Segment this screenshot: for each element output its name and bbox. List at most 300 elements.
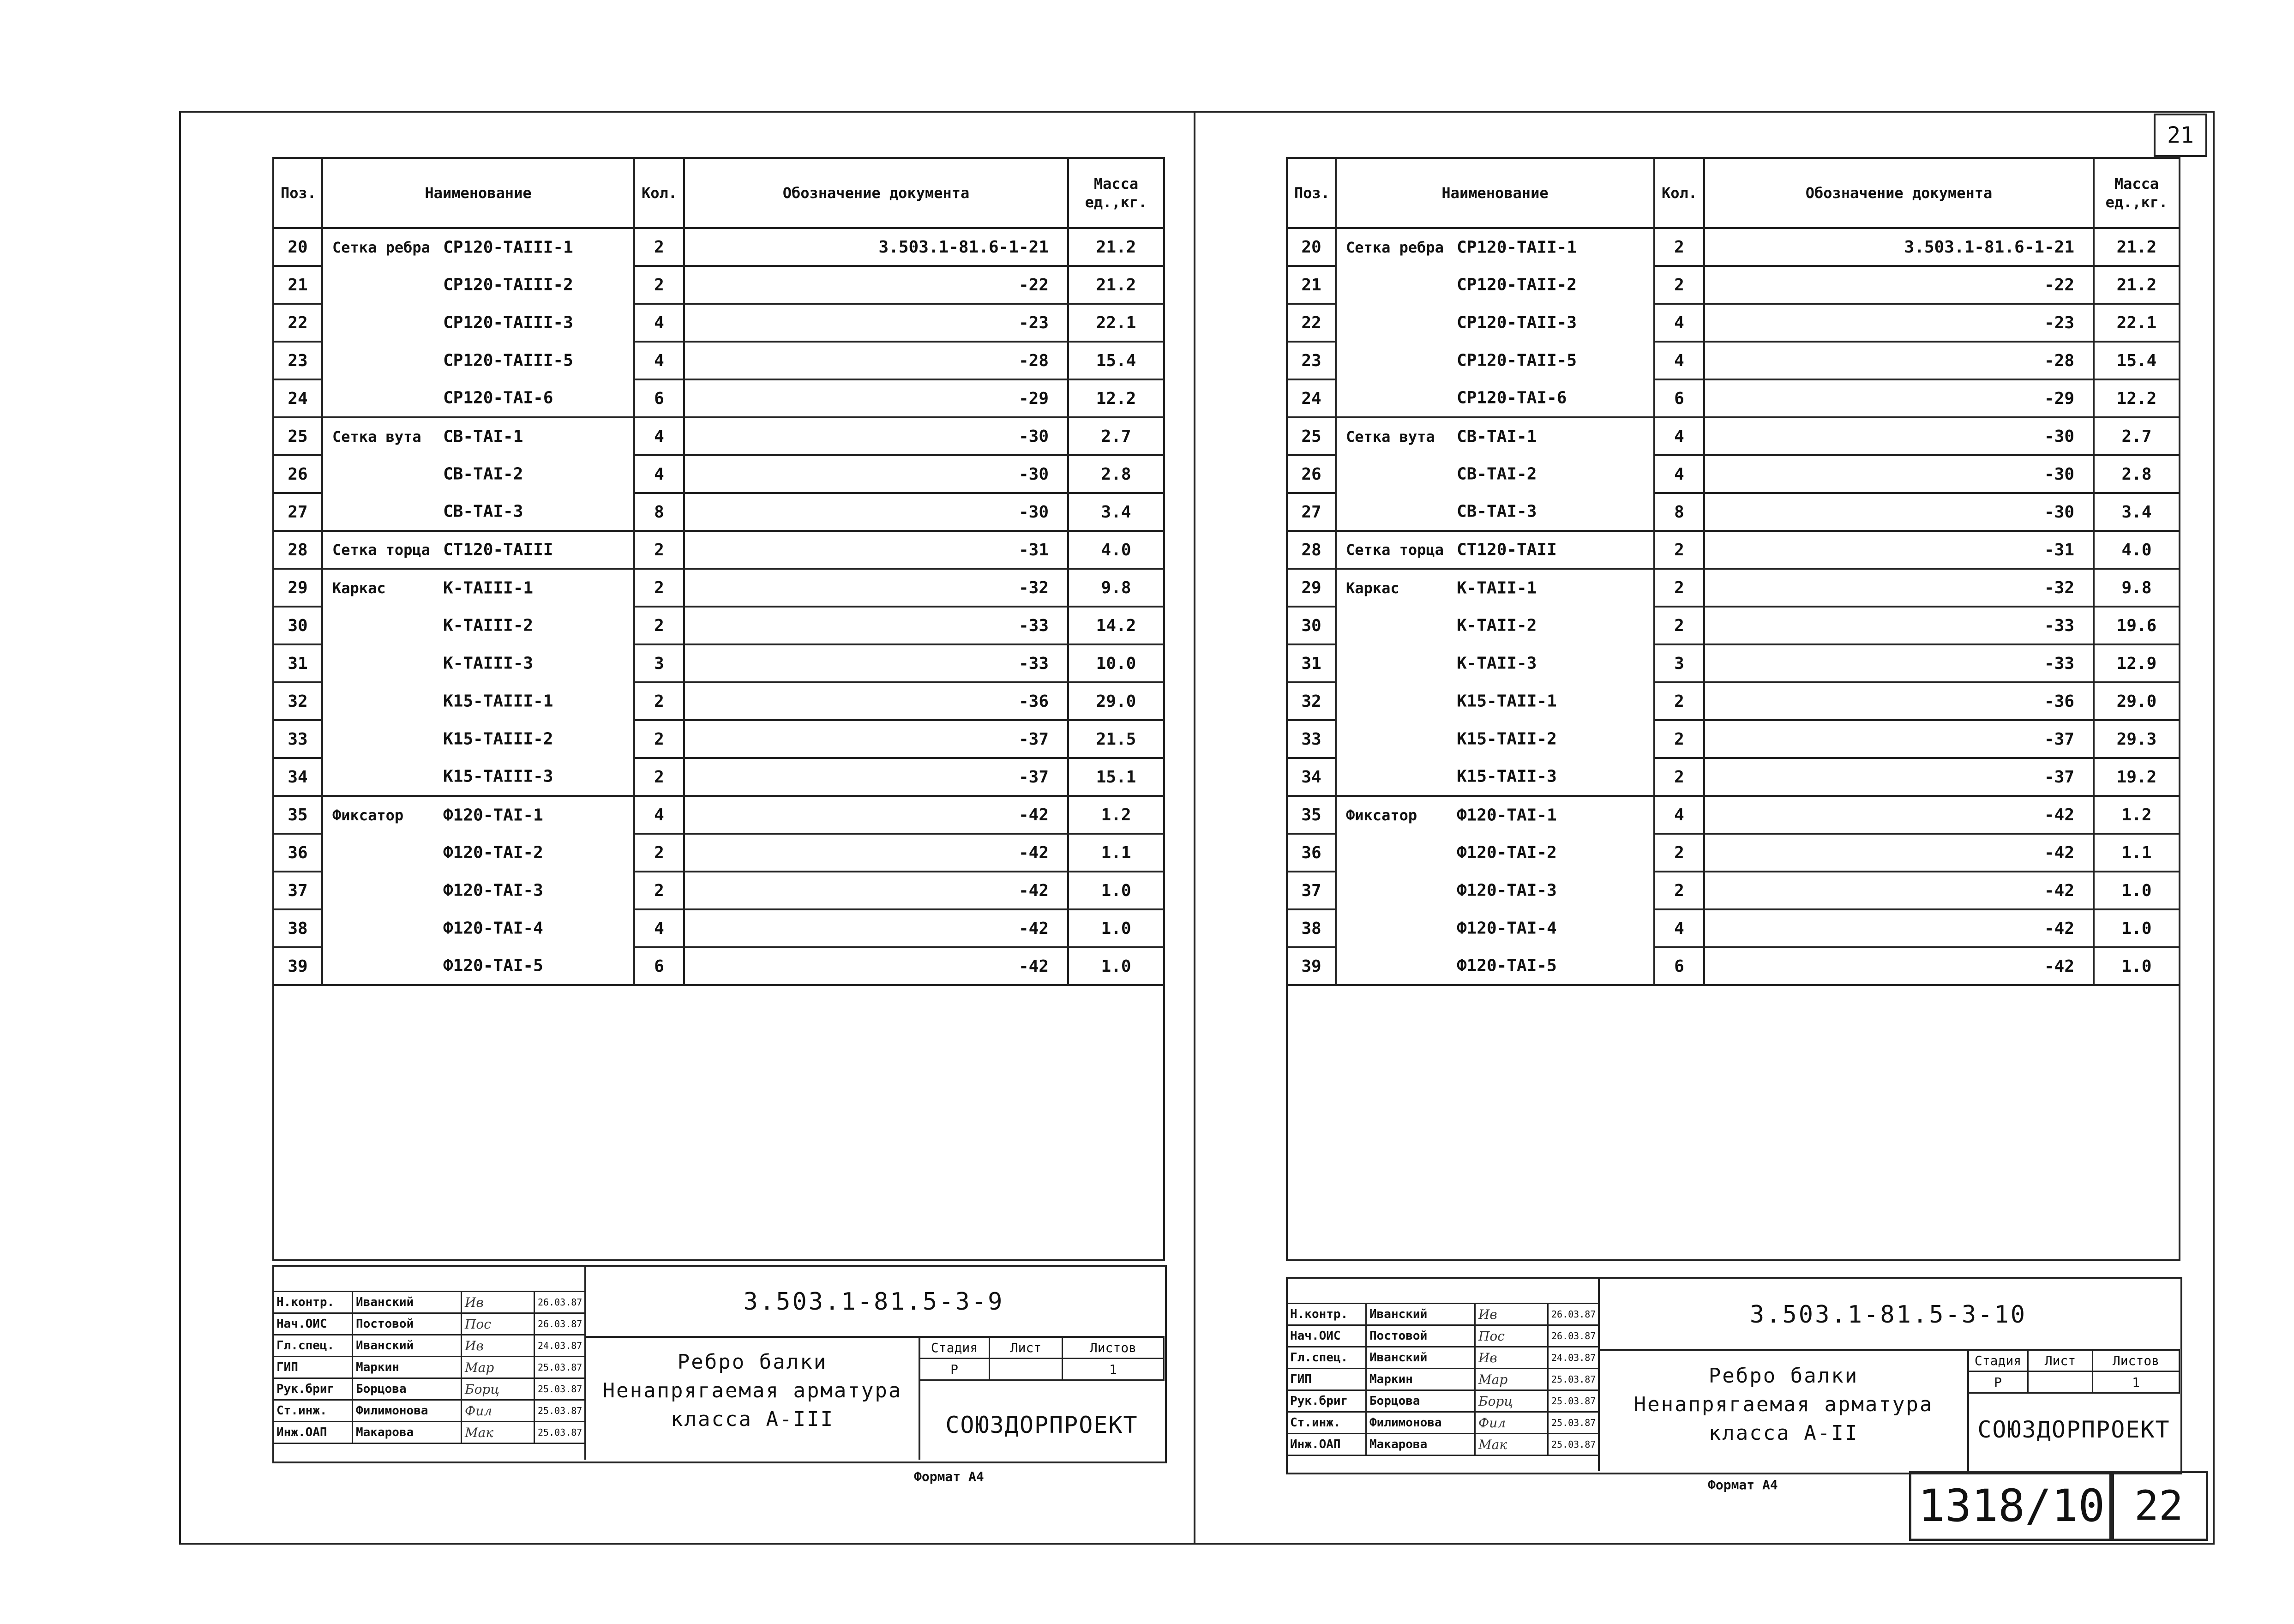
empty-cell xyxy=(634,985,684,1260)
empty-cell xyxy=(273,985,322,1260)
signature-role: ГИП xyxy=(1287,1369,1366,1390)
cell-pos: 35 xyxy=(1287,796,1336,834)
archive-page-stamp: 22 xyxy=(2109,1471,2208,1541)
cell-pos: 26 xyxy=(1287,455,1336,493)
item-mark: К15-ТАIII-2 xyxy=(443,729,553,749)
item-mark: Ф120-ТАI-3 xyxy=(1457,881,1557,900)
item-mark: СР120-ТАI-6 xyxy=(443,388,553,408)
cell-qty: 6 xyxy=(1654,379,1704,417)
cell-qty: 2 xyxy=(1654,720,1704,758)
table-row xyxy=(1287,342,2180,379)
signature-mark: Ив xyxy=(1475,1304,1548,1325)
item-label: Сетка ребра xyxy=(1346,239,1444,256)
cell-mass: 1.0 xyxy=(1068,909,1164,947)
cell-qty: 6 xyxy=(1654,947,1704,985)
cell-pos: 25 xyxy=(273,417,322,455)
left-title xyxy=(586,1348,919,1434)
cell-name xyxy=(1336,266,1654,304)
table-row xyxy=(273,531,1164,569)
item-label: Сетка ребра xyxy=(332,239,430,256)
cell-qty: 2 xyxy=(634,607,684,644)
cell-doc: 3.503.1-81.6-1-21 xyxy=(1704,228,2094,266)
signature-row xyxy=(1287,1325,1599,1347)
cell-qty: 4 xyxy=(1654,304,1704,342)
signature-name: Иванский xyxy=(1366,1347,1475,1369)
right-signature-table xyxy=(1286,1303,1599,1456)
signature-name: Иванский xyxy=(353,1335,462,1357)
item-mark: К-ТАII-2 xyxy=(1457,616,1537,635)
cell-qty: 2 xyxy=(634,758,684,796)
cell-doc: -32 xyxy=(1704,569,2094,607)
item-mark: СВ-ТАI-3 xyxy=(1457,502,1537,521)
table-row xyxy=(273,834,1164,872)
cell-mass: 21.2 xyxy=(1068,266,1164,304)
table-row xyxy=(273,947,1164,985)
item-mark: СР120-ТАII-2 xyxy=(1457,275,1577,295)
cell-mass: 22.1 xyxy=(1068,304,1164,342)
cell-name xyxy=(1336,644,1654,682)
item-mark: К15-ТАIII-3 xyxy=(443,767,553,786)
right-title xyxy=(1600,1362,1967,1448)
cell-pos: 34 xyxy=(1287,758,1336,796)
table-row xyxy=(273,644,1164,682)
table-row xyxy=(273,455,1164,493)
cell-pos: 21 xyxy=(1287,266,1336,304)
cell-pos: 21 xyxy=(273,266,322,304)
signature-mark: Фил xyxy=(1475,1412,1548,1434)
signature-mark: Борц xyxy=(462,1378,534,1400)
cell-mass: 2.8 xyxy=(2094,455,2180,493)
cell-pos: 27 xyxy=(1287,493,1336,531)
cell-qty: 3 xyxy=(1654,644,1704,682)
table-row xyxy=(1287,266,2180,304)
cell-qty: 2 xyxy=(1654,758,1704,796)
cell-pos: 39 xyxy=(1287,947,1336,985)
header-name: Наименование xyxy=(1336,158,1654,228)
table-row xyxy=(1287,379,2180,417)
item-mark: СР120-ТАIII-5 xyxy=(443,351,573,370)
cell-mass: 19.2 xyxy=(2094,758,2180,796)
cell-mass: 19.6 xyxy=(2094,607,2180,644)
item-label: Сетка торца xyxy=(332,541,430,559)
left-sheets-value: 1 xyxy=(1063,1359,1164,1380)
cell-qty: 2 xyxy=(634,228,684,266)
signature-name: Постовой xyxy=(353,1313,462,1335)
table-row xyxy=(273,304,1164,342)
table-row xyxy=(273,379,1164,417)
cell-pos: 24 xyxy=(273,379,322,417)
left-sheet-header: Лист xyxy=(990,1337,1063,1359)
header-pos: Поз. xyxy=(1287,158,1336,228)
cell-mass: 1.0 xyxy=(1068,947,1164,985)
cell-pos: 33 xyxy=(1287,720,1336,758)
cell-mass: 1.0 xyxy=(2094,947,2180,985)
table-row xyxy=(1287,417,2180,455)
item-mark: Ф120-ТАI-2 xyxy=(1457,843,1557,862)
item-label: Сетка торца xyxy=(1346,541,1444,559)
cell-name xyxy=(1336,872,1654,909)
item-mark: Ф120-ТАI-5 xyxy=(443,956,543,975)
cell-pos: 35 xyxy=(273,796,322,834)
cell-name xyxy=(1336,909,1654,947)
signature-role: Гл.спец. xyxy=(1287,1347,1366,1369)
item-mark: СВ-ТАI-3 xyxy=(443,502,523,521)
signature-date: 25.03.87 xyxy=(1548,1412,1599,1434)
item-mark: СВ-ТАI-2 xyxy=(1457,464,1537,484)
cell-mass: 4.0 xyxy=(2094,531,2180,569)
table-row xyxy=(1287,304,2180,342)
cell-pos: 37 xyxy=(1287,872,1336,909)
cell-name xyxy=(1336,342,1654,379)
cell-mass: 15.4 xyxy=(2094,342,2180,379)
signature-mark: Пос xyxy=(1475,1325,1548,1347)
cell-doc: -42 xyxy=(1704,872,2094,909)
cell-mass: 29.0 xyxy=(2094,682,2180,720)
table-row xyxy=(273,342,1164,379)
signature-role: Рук.бриг xyxy=(1287,1390,1366,1412)
cell-qty: 2 xyxy=(1654,872,1704,909)
signature-date: 25.03.87 xyxy=(1548,1390,1599,1412)
item-label: Каркас xyxy=(1346,579,1399,597)
item-mark: СТ120-ТАIII xyxy=(443,540,553,559)
cell-name xyxy=(1336,834,1654,872)
cell-name xyxy=(322,720,634,758)
cell-doc: -42 xyxy=(684,947,1068,985)
cell-name xyxy=(322,266,634,304)
cell-pos: 20 xyxy=(1287,228,1336,266)
signature-date: 25.03.87 xyxy=(1548,1434,1599,1456)
page-number: 21 xyxy=(2154,114,2207,157)
cell-name xyxy=(1336,607,1654,644)
right-format: Формат А4 xyxy=(1708,1477,1778,1492)
cell-mass: 2.7 xyxy=(1068,417,1164,455)
table-row xyxy=(273,607,1164,644)
item-mark: СР120-ТАIII-2 xyxy=(443,275,573,295)
left-stage-table xyxy=(919,1336,1165,1381)
table-row xyxy=(273,720,1164,758)
signature-name: Филимонова xyxy=(1366,1412,1475,1434)
cell-doc: -37 xyxy=(684,720,1068,758)
cell-qty: 2 xyxy=(634,266,684,304)
signature-name: Иванский xyxy=(1366,1304,1475,1325)
cell-mass: 22.1 xyxy=(2094,304,2180,342)
table-row xyxy=(1287,569,2180,607)
cell-pos: 22 xyxy=(273,304,322,342)
cell-qty: 2 xyxy=(1654,531,1704,569)
cell-mass: 9.8 xyxy=(1068,569,1164,607)
signature-row xyxy=(273,1292,585,1313)
item-label: Фиксатор xyxy=(1346,806,1417,824)
signature-mark: Пос xyxy=(462,1313,534,1335)
cell-doc: -28 xyxy=(684,342,1068,379)
signature-date: 25.03.87 xyxy=(1548,1369,1599,1390)
cell-name xyxy=(1336,720,1654,758)
cell-doc: -30 xyxy=(1704,493,2094,531)
cell-name xyxy=(322,531,634,569)
right-spec-table xyxy=(1286,157,2180,1261)
signature-mark: Ив xyxy=(462,1292,534,1313)
cell-qty: 2 xyxy=(1654,607,1704,644)
item-mark: К-ТАIII-2 xyxy=(443,616,534,635)
right-sheet-value xyxy=(2028,1371,2093,1393)
signature-date: 26.03.87 xyxy=(1548,1304,1599,1325)
cell-doc: -30 xyxy=(684,493,1068,531)
table-row xyxy=(1287,758,2180,796)
table-row xyxy=(1287,493,2180,531)
signature-row xyxy=(1287,1412,1599,1434)
cell-qty: 8 xyxy=(1654,493,1704,531)
signature-row xyxy=(273,1357,585,1378)
cell-name xyxy=(322,228,634,266)
cell-doc: -29 xyxy=(1704,379,2094,417)
cell-doc: -30 xyxy=(684,417,1068,455)
cell-name xyxy=(1336,228,1654,266)
header-doc: Обозначение документа xyxy=(1704,158,2094,228)
cell-mass: 1.2 xyxy=(2094,796,2180,834)
cell-doc: -28 xyxy=(1704,342,2094,379)
signature-role: Н.контр. xyxy=(1287,1304,1366,1325)
item-mark: К15-ТАII-2 xyxy=(1457,729,1557,749)
signature-name: Филимонова xyxy=(353,1400,462,1422)
item-label: Фиксатор xyxy=(332,806,404,824)
left-sheets-header: Листов xyxy=(1063,1337,1164,1359)
signature-date: 26.03.87 xyxy=(1548,1325,1599,1347)
cell-doc: 3.503.1-81.6-1-21 xyxy=(684,228,1068,266)
item-mark: СВ-ТАI-2 xyxy=(443,464,523,484)
table-row xyxy=(1287,909,2180,947)
signature-row xyxy=(1287,1347,1599,1369)
cell-mass: 3.4 xyxy=(2094,493,2180,531)
right-sheet-header: Лист xyxy=(2028,1350,2093,1371)
cell-mass: 10.0 xyxy=(1068,644,1164,682)
signature-date: 25.03.87 xyxy=(534,1400,585,1422)
cell-name xyxy=(322,455,634,493)
left-stage-value: Р xyxy=(919,1359,990,1380)
cell-doc: -30 xyxy=(684,455,1068,493)
empty-cell xyxy=(1704,985,2094,1260)
empty-cell xyxy=(322,985,634,1260)
item-mark: К15-ТАIII-1 xyxy=(443,692,553,711)
cell-pos: 39 xyxy=(273,947,322,985)
right-stage-value: Р xyxy=(1968,1371,2028,1393)
cell-doc: -42 xyxy=(1704,834,2094,872)
cell-qty: 6 xyxy=(634,947,684,985)
cell-mass: 1.2 xyxy=(1068,796,1164,834)
signature-role: Ст.инж. xyxy=(1287,1412,1366,1434)
item-mark: Ф120-ТАI-3 xyxy=(443,881,543,900)
cell-pos: 23 xyxy=(1287,342,1336,379)
cell-doc: -37 xyxy=(1704,758,2094,796)
cell-doc: -42 xyxy=(684,834,1068,872)
cell-doc: -22 xyxy=(684,266,1068,304)
cell-doc: -42 xyxy=(1704,947,2094,985)
table-row xyxy=(1287,607,2180,644)
table-row xyxy=(273,493,1164,531)
cell-doc: -23 xyxy=(1704,304,2094,342)
item-mark: СР120-ТАII-5 xyxy=(1457,351,1577,370)
cell-name xyxy=(322,569,634,607)
cell-doc: -33 xyxy=(684,607,1068,644)
cell-doc: -36 xyxy=(1704,682,2094,720)
left-stage-header: Стадия xyxy=(919,1337,990,1359)
cell-mass: 21.2 xyxy=(2094,266,2180,304)
cell-name xyxy=(1336,569,1654,607)
cell-mass: 14.2 xyxy=(1068,607,1164,644)
cell-name xyxy=(1336,531,1654,569)
cell-qty: 2 xyxy=(634,872,684,909)
cell-name xyxy=(322,379,634,417)
signature-date: 24.03.87 xyxy=(1548,1347,1599,1369)
item-mark: Ф120-ТАI-4 xyxy=(1457,919,1557,938)
cell-pos: 24 xyxy=(1287,379,1336,417)
item-mark: Ф120-ТАI-1 xyxy=(443,806,543,825)
table-row xyxy=(1287,720,2180,758)
left-title-line-2: Ненапрягаемая арматура xyxy=(602,1379,902,1402)
item-mark: К-ТАII-1 xyxy=(1457,578,1537,598)
item-label: Сетка вута xyxy=(332,428,421,445)
empty-cell xyxy=(1287,985,1336,1260)
cell-name xyxy=(322,909,634,947)
left-organization: СОЮЗДОРПРОЕКТ xyxy=(945,1412,1138,1438)
cell-name xyxy=(322,607,634,644)
signature-date: 26.03.87 xyxy=(534,1292,585,1313)
cell-mass: 21.5 xyxy=(1068,720,1164,758)
cell-name xyxy=(322,342,634,379)
right-designation: 3.503.1-81.5-3-10 xyxy=(1749,1301,2027,1329)
header-mass: Масса ед.,кг. xyxy=(2094,158,2180,228)
signature-row xyxy=(1287,1434,1599,1456)
cell-qty: 2 xyxy=(634,569,684,607)
cell-qty: 2 xyxy=(634,834,684,872)
signature-row xyxy=(273,1378,585,1400)
item-mark: К-ТАII-3 xyxy=(1457,654,1537,673)
item-mark: Ф120-ТАI-2 xyxy=(443,843,543,862)
signature-mark: Ив xyxy=(1475,1347,1548,1369)
cell-pos: 28 xyxy=(273,531,322,569)
table-row xyxy=(273,417,1164,455)
cell-qty: 4 xyxy=(1654,455,1704,493)
cell-qty: 8 xyxy=(634,493,684,531)
signature-role: Рук.бриг xyxy=(273,1378,353,1400)
table-row xyxy=(1287,872,2180,909)
cell-mass: 4.0 xyxy=(1068,531,1164,569)
item-mark: К15-ТАII-3 xyxy=(1457,767,1557,786)
signature-role: Ст.инж. xyxy=(273,1400,353,1422)
cell-doc: -37 xyxy=(1704,720,2094,758)
left-format: Формат А4 xyxy=(914,1469,984,1484)
cell-name xyxy=(1336,417,1654,455)
signature-name: Маркин xyxy=(353,1357,462,1378)
cell-name xyxy=(322,758,634,796)
left-spec-table xyxy=(272,157,1165,1261)
cell-doc: -33 xyxy=(1704,607,2094,644)
cell-name xyxy=(1336,758,1654,796)
table-row xyxy=(1287,796,2180,834)
cell-doc: -42 xyxy=(684,872,1068,909)
cell-doc: -30 xyxy=(1704,455,2094,493)
cell-qty: 4 xyxy=(634,796,684,834)
signature-date: 25.03.87 xyxy=(534,1422,585,1444)
signature-row xyxy=(273,1313,585,1335)
cell-mass: 2.7 xyxy=(2094,417,2180,455)
left-signature-table xyxy=(272,1291,586,1444)
cell-qty: 4 xyxy=(634,455,684,493)
signature-mark: Фил xyxy=(462,1400,534,1422)
cell-doc: -42 xyxy=(684,796,1068,834)
empty-cell xyxy=(2094,985,2180,1260)
cell-mass: 12.2 xyxy=(2094,379,2180,417)
cell-pos: 36 xyxy=(273,834,322,872)
signature-row xyxy=(273,1422,585,1444)
cell-qty: 2 xyxy=(634,531,684,569)
item-mark: СТ120-ТАII xyxy=(1457,540,1557,559)
cell-pos: 26 xyxy=(273,455,322,493)
cell-qty: 4 xyxy=(1654,909,1704,947)
empty-cell xyxy=(1068,985,1164,1260)
cell-pos: 38 xyxy=(1287,909,1336,947)
cell-qty: 4 xyxy=(634,909,684,947)
table-row xyxy=(273,758,1164,796)
signature-row xyxy=(1287,1304,1599,1325)
signature-row xyxy=(273,1400,585,1422)
cell-pos: 20 xyxy=(273,228,322,266)
cell-name xyxy=(1336,455,1654,493)
signature-name: Иванский xyxy=(353,1292,462,1313)
cell-mass: 1.1 xyxy=(2094,834,2180,872)
cell-name xyxy=(322,834,634,872)
cell-mass: 15.1 xyxy=(1068,758,1164,796)
table-row xyxy=(273,266,1164,304)
cell-name xyxy=(322,682,634,720)
header-name: Наименование xyxy=(322,158,634,228)
archive-number-stamp: 1318/10 xyxy=(1909,1471,2114,1541)
cell-mass: 1.0 xyxy=(1068,872,1164,909)
cell-name xyxy=(1336,304,1654,342)
left-title-line-1: Ребро балки xyxy=(677,1350,828,1374)
signature-name: Постовой xyxy=(1366,1325,1475,1347)
cell-name xyxy=(1336,682,1654,720)
item-mark: К15-ТАII-1 xyxy=(1457,692,1557,711)
cell-mass: 29.0 xyxy=(1068,682,1164,720)
cell-pos: 30 xyxy=(273,607,322,644)
cell-name xyxy=(322,872,634,909)
table-row xyxy=(273,228,1164,266)
empty-cell xyxy=(1654,985,1704,1260)
cell-doc: -36 xyxy=(684,682,1068,720)
cell-pos: 31 xyxy=(1287,644,1336,682)
item-mark: К-ТАIII-1 xyxy=(443,578,534,598)
cell-doc: -42 xyxy=(1704,796,2094,834)
left-designation: 3.503.1-81.5-3-9 xyxy=(743,1288,1004,1316)
cell-doc: -42 xyxy=(1704,909,2094,947)
cell-pos: 37 xyxy=(273,872,322,909)
signature-mark: Борц xyxy=(1475,1390,1548,1412)
cell-pos: 34 xyxy=(273,758,322,796)
signature-mark: Мар xyxy=(462,1357,534,1378)
cell-doc: -29 xyxy=(684,379,1068,417)
cell-qty: 4 xyxy=(634,304,684,342)
table-row xyxy=(1287,947,2180,985)
signature-date: 26.03.87 xyxy=(534,1313,585,1335)
signature-date: 25.03.87 xyxy=(534,1378,585,1400)
right-title-line-1: Ребро балки xyxy=(1708,1364,1859,1388)
signature-row xyxy=(1287,1369,1599,1390)
right-title-line-2: Ненапрягаемая арматура xyxy=(1633,1393,1934,1416)
signature-row xyxy=(1287,1390,1599,1412)
item-label: Сетка вута xyxy=(1346,428,1435,445)
cell-doc: -37 xyxy=(684,758,1068,796)
signature-mark: Мар xyxy=(1475,1369,1548,1390)
